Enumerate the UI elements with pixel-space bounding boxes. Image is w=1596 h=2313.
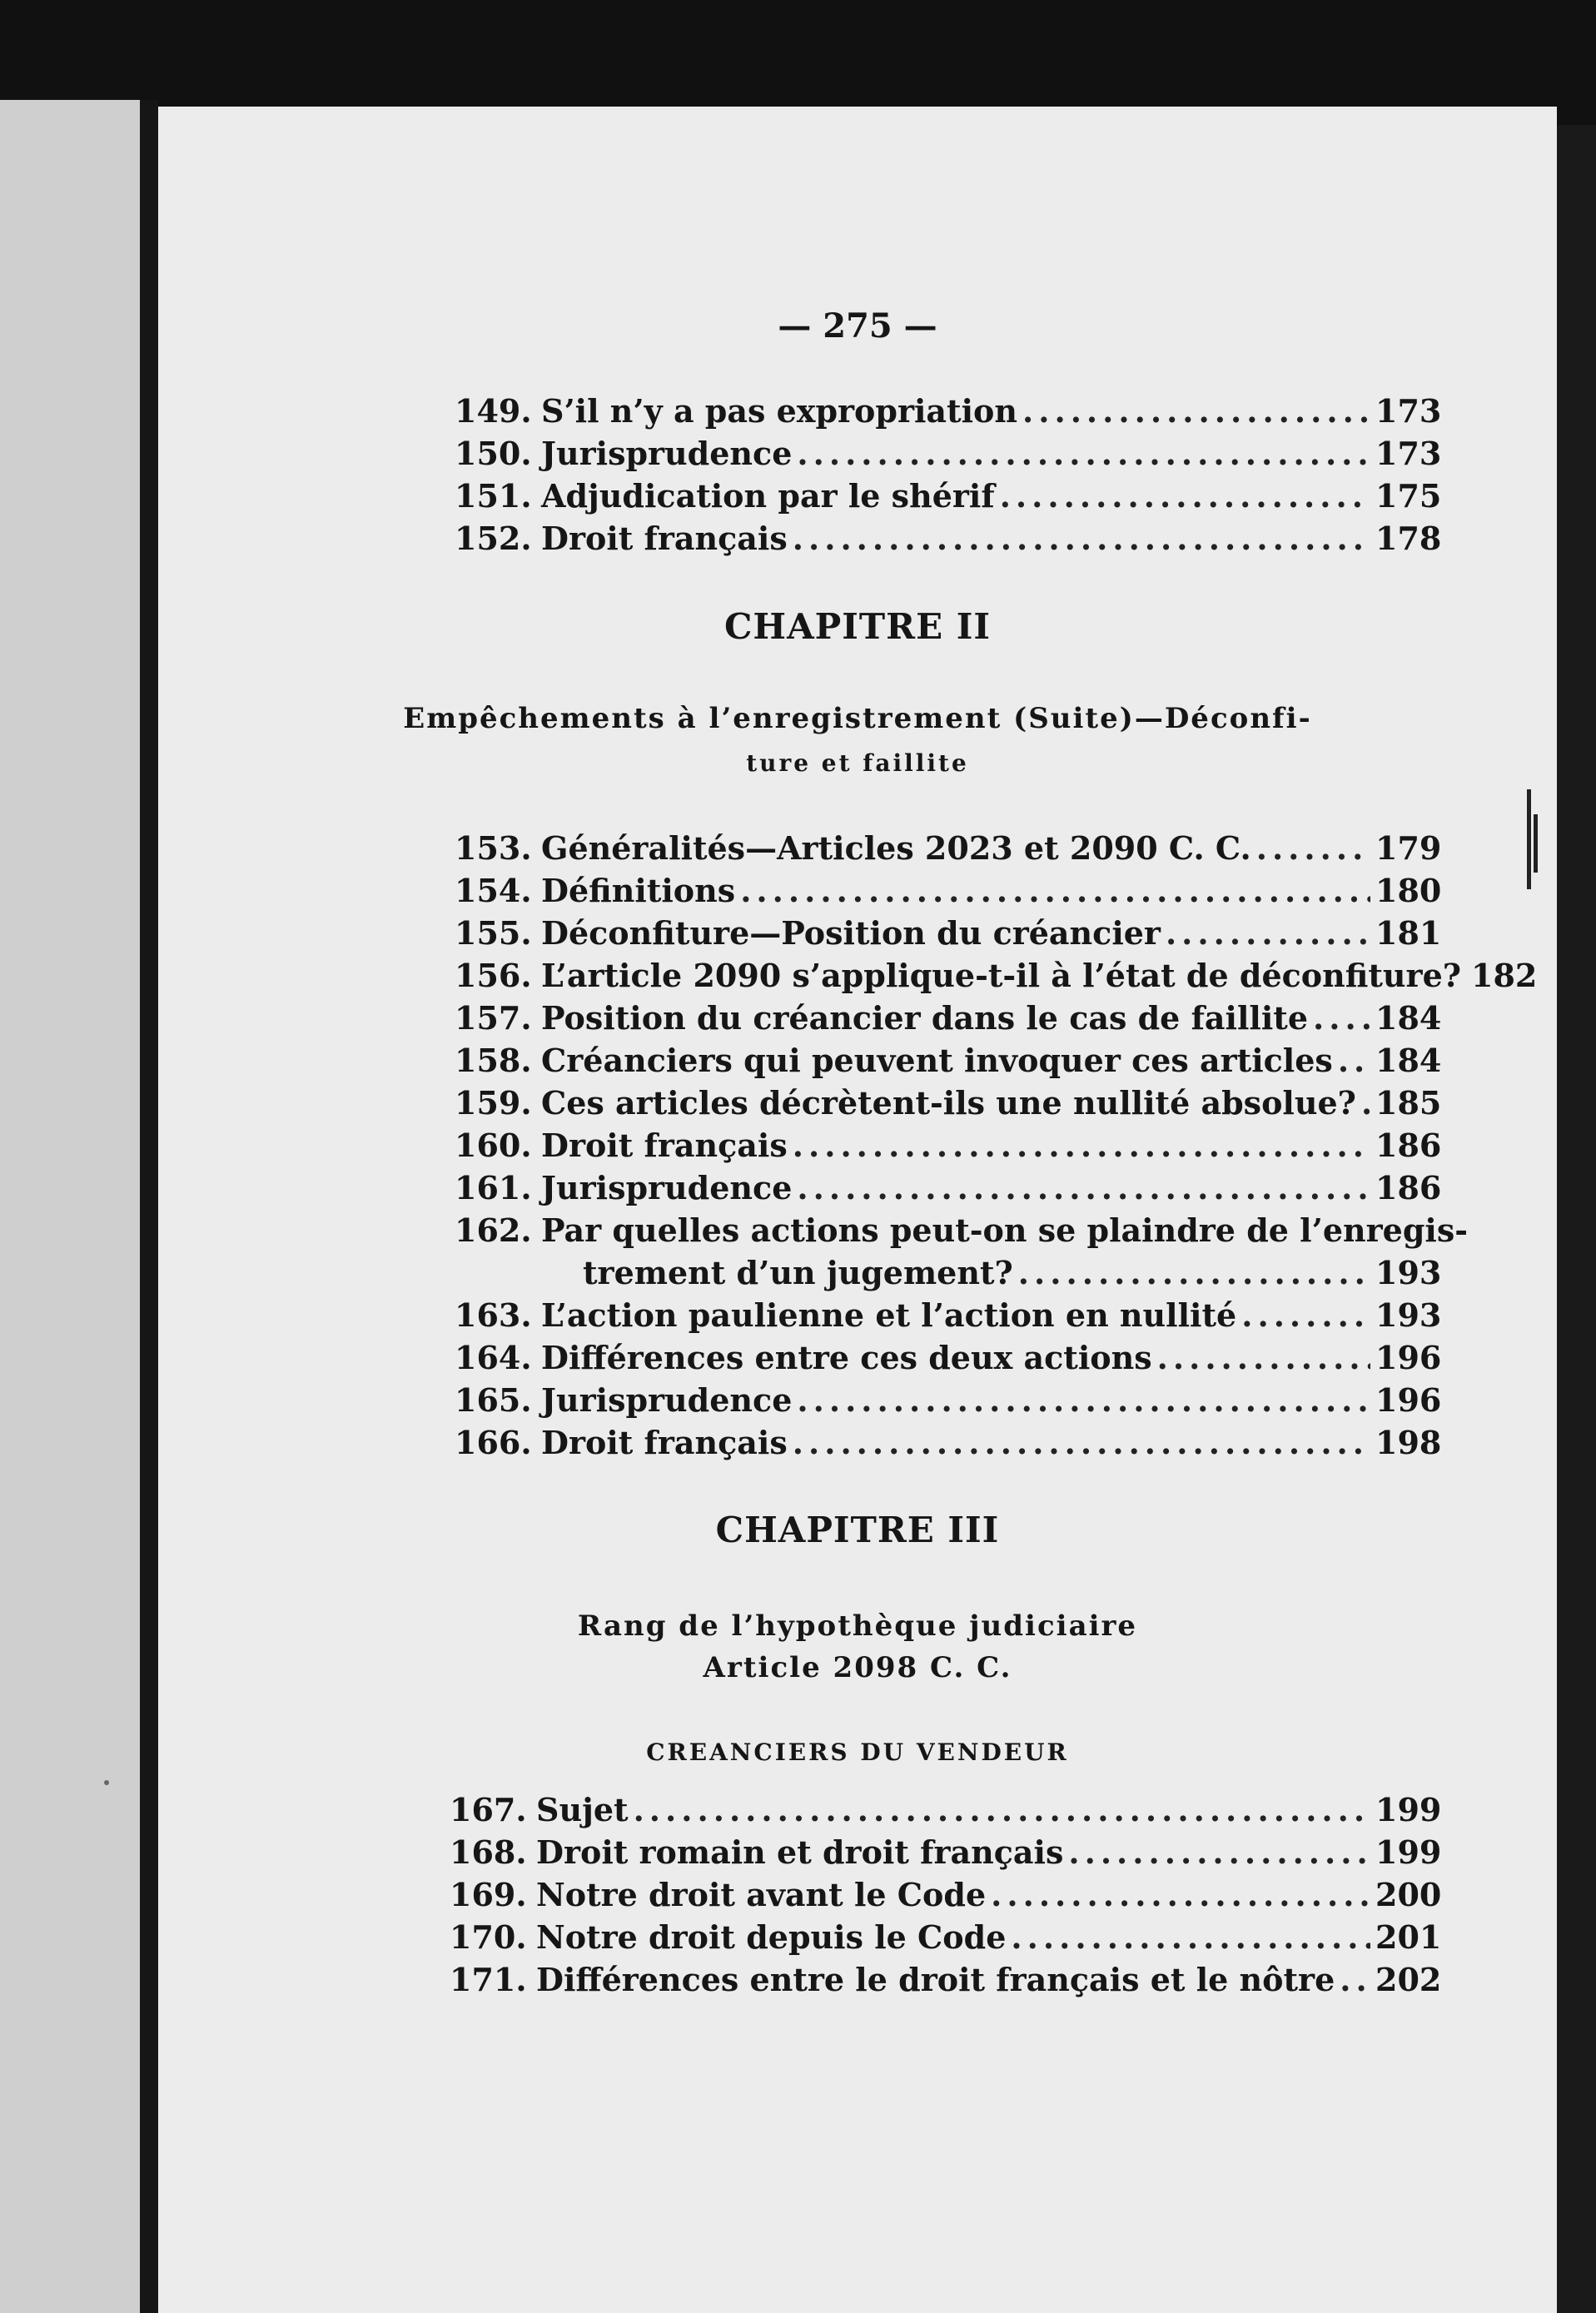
toc-chapter-2 xyxy=(455,827,1538,1464)
entry-page: 184 xyxy=(1375,1042,1442,1079)
section-heading: CREANCIERS DU VENDEUR xyxy=(646,1738,1069,1766)
entry-title: Notre droit depuis le Code xyxy=(536,1918,1007,1956)
toc-entry xyxy=(455,869,1442,912)
chapter-article-reference: Article 2098 C. C. xyxy=(703,1651,1012,1684)
entry-page: 193 xyxy=(1375,1254,1442,1291)
chapter-subtitle-continued: ture et faillite xyxy=(746,749,969,777)
entry-number: 159. xyxy=(455,1084,532,1122)
entry-title: L’action paulienne et l’action en nullité xyxy=(541,1296,1237,1334)
toc-entry xyxy=(455,1294,1442,1336)
toc-entry-wrapped xyxy=(455,1209,1469,1294)
entry-page: 179 xyxy=(1375,829,1442,867)
dot-leader xyxy=(634,1788,1370,1831)
entry-number: 171. xyxy=(450,1961,527,1998)
toc-entry xyxy=(455,517,1442,560)
toc-entry xyxy=(455,912,1442,954)
dot-leader xyxy=(1011,1916,1370,1958)
dot-leader xyxy=(793,517,1370,560)
book-page xyxy=(158,107,1557,2313)
entry-page: 182 xyxy=(1471,957,1538,994)
book-spine xyxy=(140,100,158,2313)
entry-number: 156. xyxy=(455,957,532,994)
entry-title: Droit français xyxy=(541,1424,788,1461)
entry-number: 151. xyxy=(455,477,532,515)
entry-page: 193 xyxy=(1375,1296,1442,1334)
entry-number: 170. xyxy=(450,1918,527,1956)
entry-title-continued: trement d’un jugement? xyxy=(583,1254,1013,1291)
toc-entry xyxy=(455,1421,1442,1464)
entry-number: 165. xyxy=(455,1381,532,1419)
toc-entry xyxy=(450,1873,1442,1916)
page-number: — 275 — xyxy=(778,306,937,346)
entry-title: Généralités—Articles 2023 et 2090 C. C. xyxy=(541,829,1251,867)
entry-page: 178 xyxy=(1375,520,1442,557)
entry-page: 200 xyxy=(1375,1876,1442,1913)
entry-title: Ces articles décrètent-ils une nullité absolue? xyxy=(541,1084,1356,1122)
entry-page: 181 xyxy=(1375,914,1442,952)
entry-number: 154. xyxy=(455,872,532,909)
entry-number: 158. xyxy=(455,1042,532,1079)
dot-leader xyxy=(1157,1336,1370,1379)
entry-title: Adjudication par le shérif xyxy=(541,477,995,515)
entry-page: 196 xyxy=(1375,1381,1442,1419)
entry-title: Différences entre ces deux actions xyxy=(541,1339,1152,1376)
entry-page: 184 xyxy=(1375,999,1442,1037)
scan-margin-mark xyxy=(1534,814,1538,873)
chapter-subtitle: Rang de l’hypothèque judiciaire xyxy=(577,1609,1138,1643)
entry-page: 199 xyxy=(1375,1791,1442,1828)
dot-leader xyxy=(1340,1958,1370,2001)
chapter-title: CHAPITRE III xyxy=(715,1510,1000,1550)
entry-number: 162. xyxy=(455,1211,532,1249)
facing-page-edge xyxy=(0,100,140,2313)
dot-leader xyxy=(797,1166,1370,1209)
entry-title: S’il n’y a pas expropriation xyxy=(541,392,1017,430)
dot-leader xyxy=(1256,827,1370,869)
entry-page: 186 xyxy=(1375,1169,1442,1206)
dot-leader xyxy=(1361,1082,1370,1124)
dot-leader xyxy=(1068,1831,1370,1873)
entry-number: 150. xyxy=(455,435,532,472)
entry-title: L’article 2090 s’applique-t-il à l’état de déconfiture? xyxy=(541,957,1462,994)
entry-title: Jurisprudence xyxy=(541,1169,793,1206)
dot-leader xyxy=(1000,475,1370,517)
entry-page: 186 xyxy=(1375,1127,1442,1164)
entry-number: 153. xyxy=(455,829,532,867)
toc-section-continued xyxy=(455,390,1442,560)
dot-leader xyxy=(797,1379,1370,1421)
entry-number: 167. xyxy=(450,1791,527,1828)
entry-number: 166. xyxy=(455,1424,532,1461)
chapter-subtitle: Empêchements à l’enregistrement (Suite)—Déconfi- xyxy=(403,702,1312,735)
entry-number: 163. xyxy=(455,1296,532,1334)
entry-page: 202 xyxy=(1375,1961,1442,1998)
dot-leader xyxy=(1338,1039,1370,1082)
toc-entry xyxy=(450,1831,1442,1873)
entry-page: 173 xyxy=(1375,392,1442,430)
dot-leader xyxy=(793,1124,1370,1166)
entry-title: Droit romain et droit français xyxy=(536,1833,1064,1871)
page-edge-shadow xyxy=(1557,125,1596,2313)
dot-leader xyxy=(793,1421,1370,1464)
toc-entry xyxy=(450,1788,1442,1831)
entry-page: 201 xyxy=(1375,1918,1442,1956)
toc-chapter-3 xyxy=(450,1788,1442,2001)
entry-number: 168. xyxy=(450,1833,527,1871)
toc-entry xyxy=(455,475,1442,517)
dot-leader xyxy=(991,1873,1370,1916)
toc-entry xyxy=(455,1379,1442,1421)
entry-title: Définitions xyxy=(541,872,736,909)
dot-leader xyxy=(1022,390,1370,432)
toc-entry xyxy=(455,390,1442,432)
entry-title: Créanciers qui peuvent invoquer ces articles xyxy=(541,1042,1333,1079)
entry-title: Notre droit avant le Code xyxy=(536,1876,987,1913)
entry-title: Différences entre le droit français et le nôtre xyxy=(536,1961,1335,1998)
dot-leader xyxy=(797,432,1370,475)
scan-margin-mark xyxy=(1527,789,1531,889)
chapter-title: CHAPITRE II xyxy=(723,606,991,647)
entry-number: 160. xyxy=(455,1127,532,1164)
entry-number: 164. xyxy=(455,1339,532,1376)
entry-title: Droit français xyxy=(541,520,788,557)
entry-number: 157. xyxy=(455,999,532,1037)
toc-entry xyxy=(455,954,1538,997)
entry-title: Sujet xyxy=(536,1791,629,1828)
dot-leader xyxy=(1313,997,1370,1039)
entry-page: 173 xyxy=(1375,435,1442,472)
toc-entry xyxy=(455,1082,1442,1124)
entry-number: 152. xyxy=(455,520,532,557)
entry-number: 149. xyxy=(455,392,532,430)
entry-title: Jurisprudence xyxy=(541,1381,793,1419)
entry-page: 196 xyxy=(1375,1339,1442,1376)
entry-number: 169. xyxy=(450,1876,527,1913)
toc-entry xyxy=(455,1124,1442,1166)
entry-title: Position du créancier dans le cas de faillite xyxy=(541,999,1309,1037)
entry-title: Droit français xyxy=(541,1127,788,1164)
entry-page: 175 xyxy=(1375,477,1442,515)
toc-entry xyxy=(450,1958,1442,2001)
toc-entry xyxy=(450,1916,1442,1958)
toc-entry xyxy=(455,1336,1442,1379)
entry-title: Par quelles actions peut-on se plaindre de l’enregis- xyxy=(541,1211,1469,1249)
entry-page: 199 xyxy=(1375,1833,1442,1871)
entry-page: 198 xyxy=(1375,1424,1442,1461)
dot-leader xyxy=(1166,912,1370,954)
toc-entry xyxy=(455,1166,1442,1209)
toc-entry xyxy=(455,997,1442,1039)
entry-number: 155. xyxy=(455,914,532,952)
entry-page: 185 xyxy=(1375,1084,1442,1122)
entry-title: Déconfiture—Position du créancier xyxy=(541,914,1161,952)
scan-speck xyxy=(104,1780,109,1785)
toc-entry xyxy=(455,432,1442,475)
entry-number: 161. xyxy=(455,1169,532,1206)
toc-entry xyxy=(455,827,1442,869)
dot-leader xyxy=(1018,1251,1370,1294)
entry-title: Jurisprudence xyxy=(541,435,793,472)
entry-page: 180 xyxy=(1375,872,1442,909)
toc-entry xyxy=(455,1039,1442,1082)
dot-leader xyxy=(1241,1294,1370,1336)
dot-leader xyxy=(740,869,1370,912)
